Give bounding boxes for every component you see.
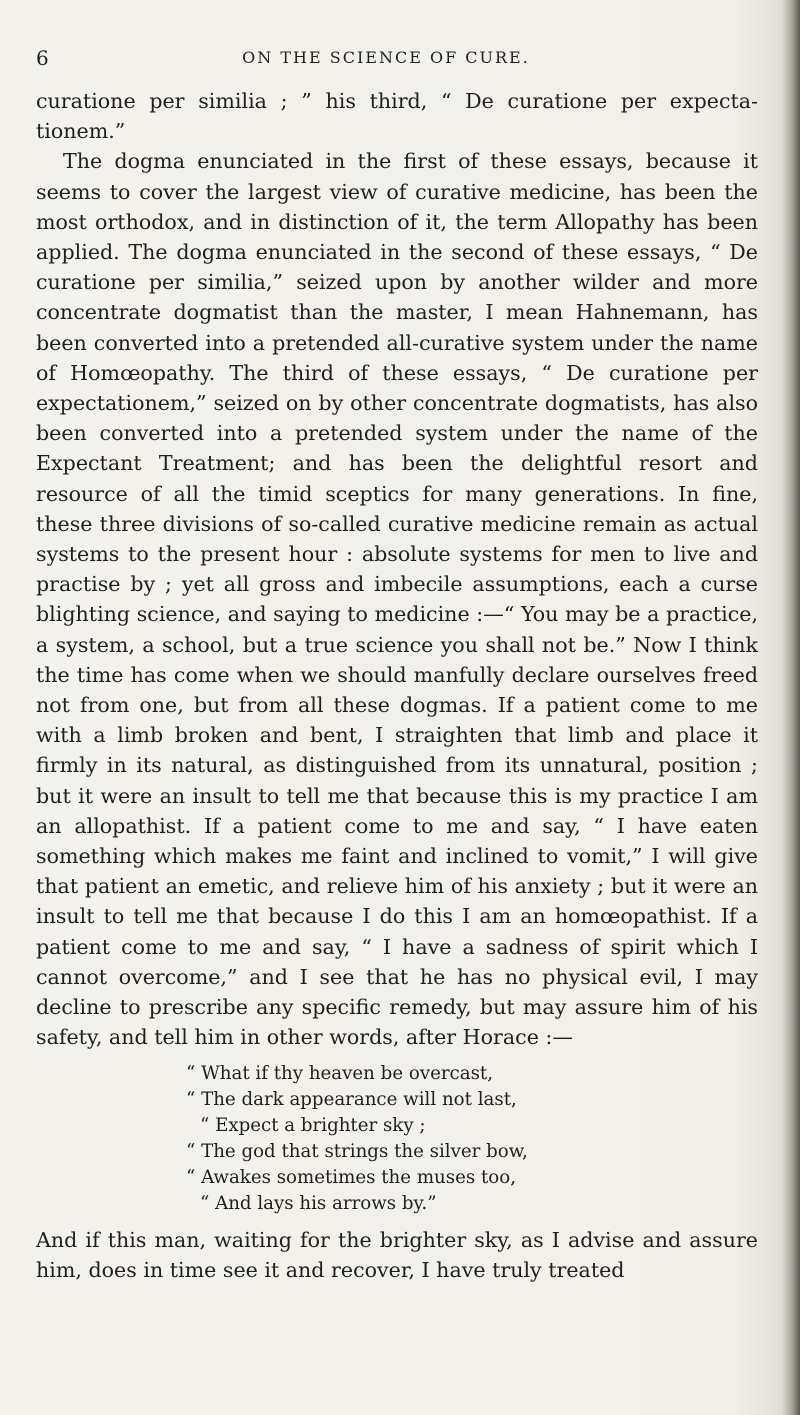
verse-line: “ Awakes sometimes the muses too, <box>186 1166 516 1188</box>
paragraph-continuation: curatione per similia ; ” his third, “ De curatione per expecta- tionem.” <box>36 89 758 144</box>
paragraph-main: The dogma enunciated in the first of these essays, because it seems to cover the largest view of curative medicine, has been the most orthodox, and in distinction of it, the term Allopathy has been applied. The dogma enunciated in the second of these essays, “ De curatione per similia,” seized upon by another wilder and more concentrate dogmatist than the master, I mean Hahnemann, has been converted into a pretended all-curative system under the name of Homœopathy. The third of these essays, “ De curatione per expectationem,” seized on by other concentrate dogmatists, has also been converted into a pretended system under the name of the Expectant Treatment; and has been the delightful resort and resource of all the timid sceptics for many generations. In fine, these three divisions of so-called curative medicine remain as actual systems to the present hour : absolute systems for men to live and practise by ; yet all gross and imbecile assumptions, each a curse blighting science, and saying to medicine :—“ You may be a practice, a system, a school, but a true science you shall not be.” Now I think the time has come when we should manfully declare ourselves freed not from one, but from all these dogmas. If a patient come to me with a limb broken and bent, I straighten that limb and place it firmly in its natural, as distinguished from its unnatural, position ; but it were an insult to tell me that because this is my practice I am an allopathist. If a patient come to me and say, “ I have eaten something which makes me faint and inclined to vomit,” I will give that patient an emetic, and relieve him of his anxiety ; but it were an insult to tell me that because I do this I am an homœopathist. If a patient come to me and say, “ I have a sadness of spirit which I cannot overcome,” and I see that he has no physical evil, I may decline to prescribe any specific remedy, but may assure him of his safety, and tell him in other words, after Horace :— <box>36 149 758 1050</box>
page-edge-shadow <box>782 0 800 1415</box>
page-header <box>36 46 736 76</box>
verse-line: “ Expect a brighter sky ; <box>200 1114 426 1136</box>
verse-line: “ And lays his arrows by.” <box>200 1192 437 1214</box>
verse-line: “ The dark appearance will not last, <box>186 1088 517 1110</box>
verse-line: “ The god that strings the silver bow, <box>186 1140 528 1162</box>
verse-line: “ What if thy heaven be overcast, <box>186 1062 494 1084</box>
paragraph-closing: And if this man, waiting for the brighter sky, as I advise and assure him, does in time see it and recover, I have truly treated <box>36 1227 758 1282</box>
running-title: ON THE SCIENCE OF CURE. <box>242 48 530 67</box>
page-body <box>36 86 758 1285</box>
verse-quotation <box>36 1061 758 1217</box>
page-number: 6 <box>36 46 50 70</box>
